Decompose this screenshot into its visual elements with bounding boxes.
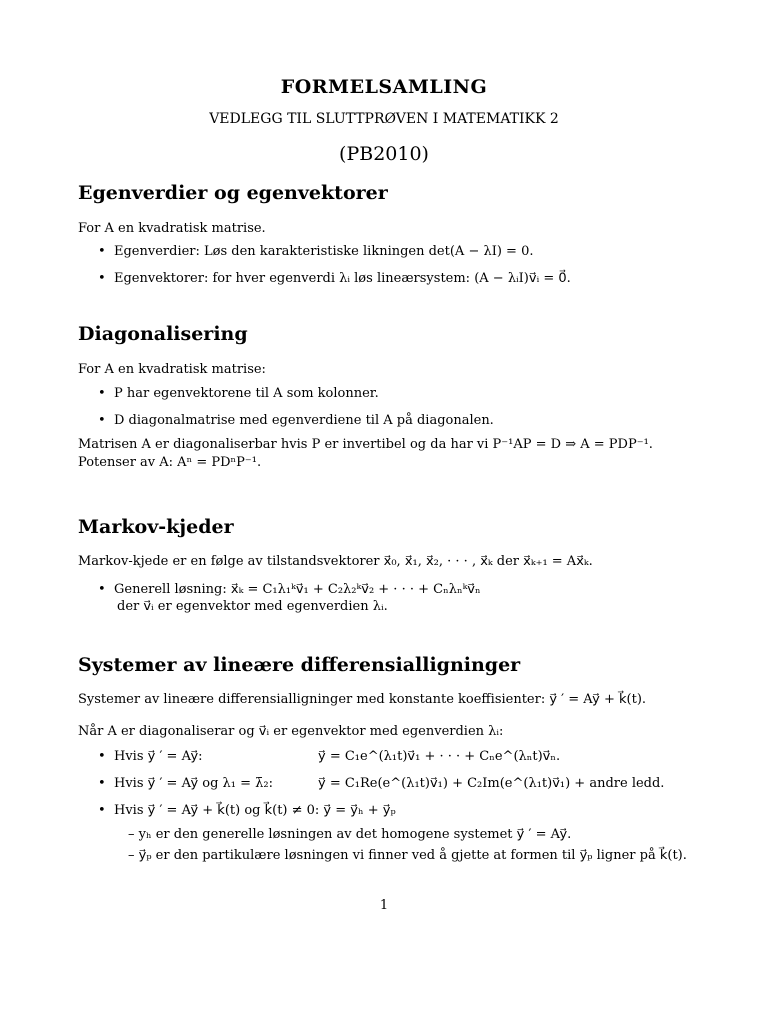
document-title: FORMELSAMLING: [280, 76, 488, 98]
dash-icon: –: [128, 848, 139, 863]
list-item-text: Egenverdier: Løs den karakteristiske likningen det(A − λI) = 0.: [114, 244, 534, 259]
list-item-text: P har egenvektorene til A som kolonner.: [114, 386, 379, 401]
list-item-continuation: der v⃗ᵢ er egenvektor med egenverdien λᵢ.: [117, 599, 388, 614]
list-item: [98, 412, 494, 430]
section-heading-eigen: Egenverdier og egenvektorer: [78, 182, 388, 204]
sub-list-item-text: yₕ er den generelle løsningen av det homogene systemet y⃗ ′ = Ay⃗.: [138, 827, 572, 842]
sub-list-item-text: y⃗ₚ er den partikulære løsningen vi finner ved å gjette at formen til y⃗ₚ ligner på k⃗(t).: [138, 848, 687, 863]
list-item-text: Egenvektorer: for hver egenverdi λᵢ løs lineærsystem: (A − λᵢI)v⃗ᵢ = 0⃗.: [114, 271, 571, 286]
paragraph: Når A er diagonaliserar og v⃗ᵢ er egenvektor med egenverdien λᵢ:: [78, 724, 504, 739]
paragraph: For A en kvadratisk matrise.: [78, 221, 266, 236]
section-heading-ode: Systemer av lineære differensialligninger: [78, 654, 521, 676]
bullet-icon: •: [98, 749, 106, 764]
section-heading-markov: Markov-kjeder: [78, 516, 234, 538]
sub-list-item: [128, 826, 571, 844]
bullet-icon: •: [98, 386, 106, 401]
list-item-text: Hvis y⃗ ′ = Ay⃗ + k⃗(t) og k⃗(t) ≠ 0: y⃗ = y⃗ₕ + y⃗ₚ: [114, 803, 396, 818]
bullet-icon: •: [98, 776, 106, 791]
document-code: (PB2010): [339, 143, 429, 165]
list-item-text: Hvis y⃗ ′ = Ay⃗ og λ₁ = λ̄₂:: [114, 776, 273, 791]
bullet-icon: •: [98, 271, 106, 286]
list-item: [98, 243, 533, 261]
list-item: [98, 270, 571, 288]
list-item-text: Generell løsning: x⃗ₖ = C₁λ₁ᵏv⃗₁ + C₂λ₂ᵏv⃗₂ + · · · + Cₙλₙᵏv⃗ₙ: [114, 582, 481, 597]
equation: y⃗ = C₁e^(λ₁t)v⃗₁ + · · · + Cₙe^(λₙt)v⃗ₙ.: [318, 749, 561, 764]
list-item: [98, 385, 379, 403]
list-item: [98, 581, 481, 599]
page-number: 1: [379, 898, 389, 913]
dash-icon: –: [128, 827, 139, 842]
paragraph: For A en kvadratisk matrise:: [78, 362, 266, 377]
list-item: [98, 775, 273, 793]
bullet-icon: •: [98, 803, 106, 818]
paragraph: Potenser av A: Aⁿ = PDⁿP⁻¹.: [78, 455, 262, 470]
list-item: [98, 802, 396, 820]
list-item: [98, 748, 203, 766]
bullet-icon: •: [98, 244, 106, 259]
list-item-text: Hvis y⃗ ′ = Ay⃗:: [114, 749, 203, 764]
list-item-text: D diagonalmatrise med egenverdiene til A på diagonalen.: [114, 413, 494, 428]
bullet-icon: •: [98, 582, 106, 597]
equation: y⃗ = C₁Re(e^(λ₁t)v⃗₁) + C₂Im(e^(λ₁t)v⃗₁) + andre ledd.: [318, 776, 665, 791]
paragraph: Matrisen A er diagonaliserbar hvis P er invertibel og da har vi P⁻¹AP = D ⇒ A = PDP⁻¹.: [78, 437, 653, 452]
section-heading-diag: Diagonalisering: [78, 323, 248, 345]
sub-list-item: [128, 847, 687, 865]
paragraph: Markov-kjede er en følge av tilstandsvektorer x⃗₀, x⃗₁, x⃗₂, · · · , x⃗ₖ der x⃗ₖ₊₁ = Ax⃗ₖ.: [78, 554, 593, 569]
bullet-icon: •: [98, 413, 106, 428]
paragraph: Systemer av lineære differensialligninger med konstante koeffisienter: y⃗ ′ = Ay⃗ + k⃗(t).: [78, 692, 647, 707]
document-subtitle: VEDLEGG TIL SLUTTPRØVEN I MATEMATIKK 2: [209, 111, 559, 127]
